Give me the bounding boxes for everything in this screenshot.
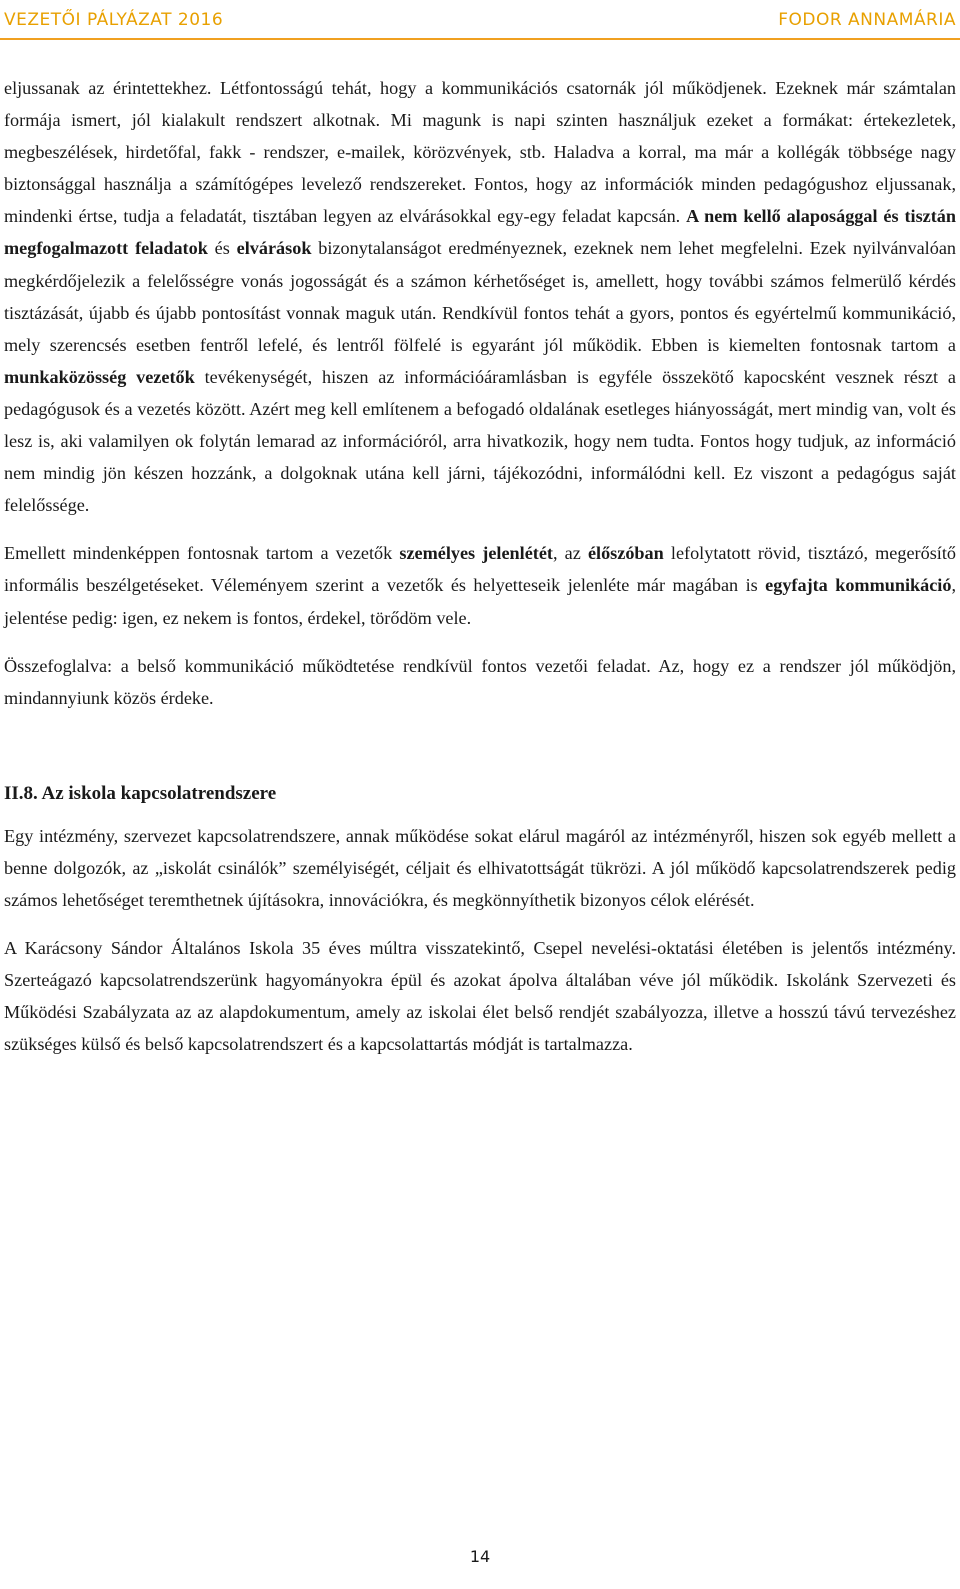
running-header xyxy=(4,0,956,40)
bold-run: élőszóban xyxy=(587,543,664,564)
page-number: 14 xyxy=(469,1547,491,1566)
text-run: eljussanak az érintettekhez. Létfontosságú tehát, hogy a kommunikációs csatornák jól működjenek. Ezeknek már számtalan formája ismert, jól kialakult rendszert alkotnak. Mi magunk is napi szinten használjuk ezeket a formákat: értekezletek, megbeszélések, hirdetőfal, fakk - rendszer, e-mailek, körözvények, stb. Haladva a korral, ma már a kollégák többsége nagy biztonsággal használja a számítógépes levelező rendszereket. Fontos, hogy az információk minden pedagógushoz eljussanak, mindenki értse, tudja a feladatát, tisztában legyen az elvárásokkal egy-egy feladat kapcsán. xyxy=(4,78,956,227)
text-run: tevékenységét, hiszen az információáramlásban is egyféle összekötő kapocsként vesznek részt a pedagógusok és a vezetés között. Azért meg kell említenem a befogadó oldalának esetleges hiányosságát, mert mindig van, volt és lesz is, aki valamilyen ok folytán lemarad az információról, arra hivatkozik, hogy nem tudta. Fontos hogy tudjuk, az információ nem mindig jön készen hozzánk, a dolgoknak utána kell járni, tájékozódni, informálódni kell. Ez viszont a pedagógus saját felelőssége. xyxy=(4,366,956,516)
text-run: , az xyxy=(552,543,588,564)
text-run: lefolytatott rövid, tisztázó, megerősítő informális beszélgetéseket. Véleményem szerint a vezetők és helyetteseik jelenléte már magában is xyxy=(4,543,956,596)
bold-run: A nem kellő alaposággal és tisztán megfogalmazott feladatok xyxy=(4,206,956,259)
section-number: II.8. xyxy=(4,782,38,804)
header-author: FODOR ANNAMÁRIA xyxy=(778,10,956,30)
blank-line xyxy=(4,714,956,778)
body-text xyxy=(4,72,956,1061)
bold-run: munkaközösség vezetők xyxy=(4,366,195,387)
header-left-title: VEZETŐI PÁLYÁZAT 2016 xyxy=(4,10,224,30)
text-run: bizonytalanságot eredményeznek, ezeknek nem lehet megfelelni. Ezek nyilvánvalóan megkérdőjelezik a felelősségre vonás jogosságát és a számon kérhetőséget is, amellett, hogy további számos felmerülő kérdés tisztázását, újabb és újabb pontosítást vonnak maguk után. Rendkívül fontos tehát a gyors, pontos és egyértelmű kommunikáció, mely szerencsés esetben fentről lefelé, és lentről fölfelé is egyaránt jól működik. Ebben is kiemelten fontosnak tartom a xyxy=(4,238,956,355)
paragraph-personal-presence xyxy=(4,537,956,633)
bold-run: egyfajta kommunikáció xyxy=(765,575,952,596)
paragraph-communication-channels xyxy=(4,72,956,521)
text-run: Emellett mindenképpen fontosnak tartom a vezetők xyxy=(4,543,400,564)
paragraph-relationship-system: Egy intézmény, szervezet kapcsolatrendszere, annak működése sokat elárul magáról az intézményről, hiszen sok egyéb mellett a benne dolgozók, az „iskolát csinálók” személyiségét, céljait és elhivatottságát tükrözi. A jól működő kapcsolatrendszerek pedig számos lehetőséget teremthetnek újításokra, innovációkra, és megkönnyíthetik bizonyos célok elérését. xyxy=(4,825,956,911)
section-title: Az iskola kapcsolatrendszere xyxy=(41,782,277,804)
text-run: , jelentése pedig: igen, ez nekem is fontos, érdekel, törődöm vele. xyxy=(4,575,956,628)
text-run: és xyxy=(207,238,237,259)
header-rule xyxy=(0,38,960,40)
bold-run: elvárások xyxy=(236,238,312,259)
section-heading xyxy=(4,778,956,810)
paragraph-school-description: A Karácsony Sándor Általános Iskola 35 éves múltra visszatekintő, Csepel nevelési-oktatási életében is jelentős intézmény. Szerteágazó kapcsolatrendszerünk hagyományokra épül és azokat ápolva általában véve jól működik. Iskolánk Szervezeti és Működési Szabályzata az az alapdokumentum, amely az iskolai élet belső rendjét szabályozza, illetve a hosszú távú tervezéshez szükséges külső és belső kapcsolatrendszert és a kapcsolattartás módját is tartalmazza. xyxy=(4,938,956,1055)
bold-run: személyes jelenlétét xyxy=(399,543,553,564)
paragraph-summary: Összefoglalva: a belső kommunikáció működtetése rendkívül fontos vezetői feladat. Az, hogy ez a rendszer jól működjön, mindannyiunk közös érdeke. xyxy=(4,655,956,708)
